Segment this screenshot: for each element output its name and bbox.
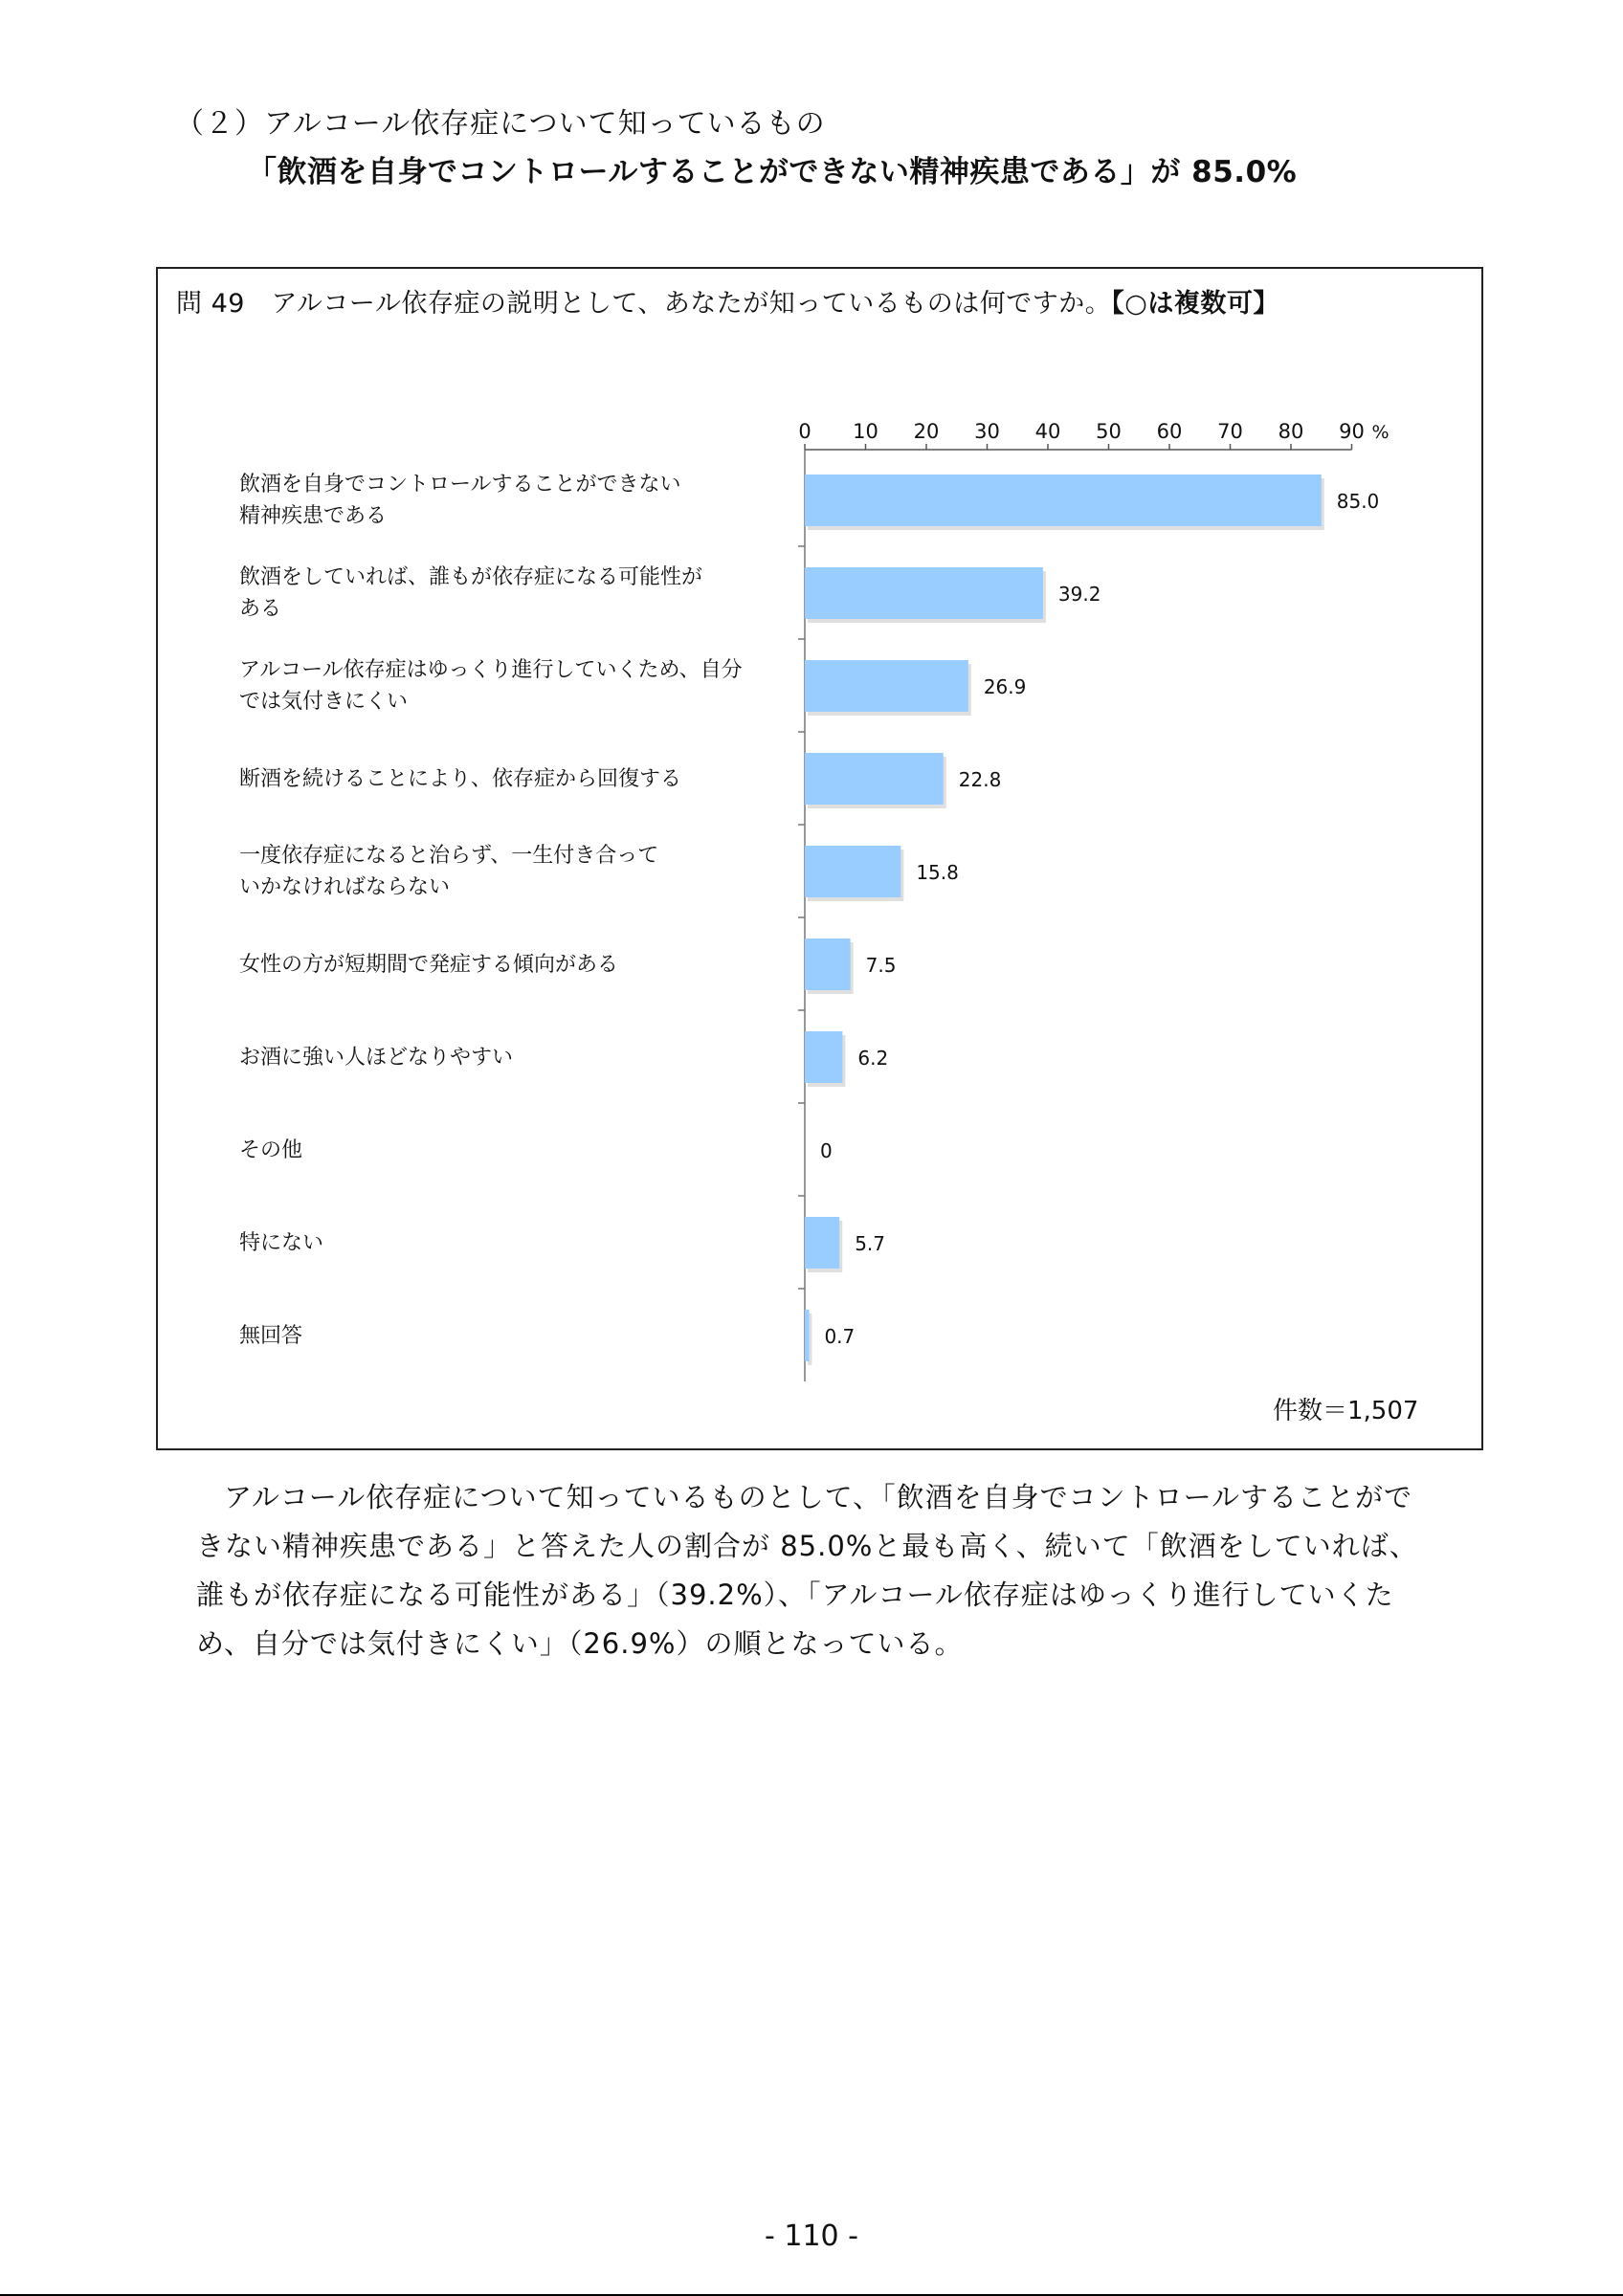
category-label-line: 飲酒を自身でコントロールすることができない <box>239 473 681 497</box>
category-label-line: 女性の方が短期間で発症する傾向がある <box>239 952 619 977</box>
x-tick-label: 70 <box>1217 420 1243 443</box>
category-label-line: お酒に強い人ほどなりやすい <box>239 1045 514 1070</box>
page-number: - 110 - <box>765 2219 858 2253</box>
x-tick-label: 40 <box>1034 420 1061 443</box>
question-number: 問 49 <box>176 289 245 319</box>
section-heading: （２）アルコール依存症について知っているもの <box>175 107 826 141</box>
data-label: 26.9 <box>983 675 1027 698</box>
x-tick-label: 60 <box>1156 420 1183 443</box>
data-label: 0.7 <box>824 1325 856 1348</box>
category-label-line: 飲酒をしていれば、誰もが依存症になる可能性が <box>239 565 703 589</box>
x-tick-label: 0 <box>798 420 812 443</box>
category-label-line: いかなければならない <box>239 875 451 899</box>
summary-paragraph: アルコール依存症について知っているものとして、「飲酒を自身でコントロールすることができない精神疾患である」と答えた人の割合が 85.0%と最も高く、続いて「飲酒をしていれば、誰もが依存症になる可能性がある」（39.2%）、「アルコール依存症はゆっくり進行していくため、自分では気付きにくい」（26.9%）の順となっている。 <box>196 1481 1418 1660</box>
data-label: 7.5 <box>865 954 897 977</box>
response-count: 件数＝1,507 <box>1273 1397 1419 1425</box>
category-label-line: その他 <box>239 1137 303 1162</box>
category-label <box>239 654 794 718</box>
x-unit-label: % <box>1371 422 1390 443</box>
x-tick-label: 10 <box>853 420 878 443</box>
question-text: アルコール依存症の説明として、あなたが知っているものは何ですか。 <box>271 289 1112 319</box>
category-label-line: 無回答 <box>239 1323 303 1348</box>
data-label: 5.7 <box>855 1232 886 1255</box>
data-label: 0 <box>820 1139 833 1162</box>
category-label <box>239 1042 794 1073</box>
category-label <box>239 469 794 532</box>
x-tick-label: 80 <box>1278 420 1304 443</box>
category-label-line: アルコール依存症はゆっくり進行していくため、自分 <box>239 658 743 682</box>
data-label: 15.8 <box>916 861 959 884</box>
category-label <box>239 562 794 625</box>
data-label: 85.0 <box>1336 490 1380 513</box>
category-label-line: 断酒を続けることにより、依存症から回復する <box>239 766 682 791</box>
data-label: 39.2 <box>1057 583 1101 606</box>
category-label <box>239 1320 794 1352</box>
category-label <box>239 1227 794 1259</box>
x-tick-label: 30 <box>974 420 1000 443</box>
category-label-line: 特にない <box>239 1230 324 1255</box>
category-label <box>239 1135 794 1166</box>
question-title <box>176 285 1279 323</box>
section-subheading: 「飲酒を自身でコントロールすることができない精神疾患である」が 85.0% <box>247 155 1298 189</box>
category-label <box>239 949 794 981</box>
category-label <box>239 840 794 903</box>
x-tick-label: 90 <box>1339 420 1365 443</box>
x-tick-label: 20 <box>913 420 940 443</box>
category-label-line: 一度依存症になると治らず、一生付き合って <box>239 844 659 868</box>
x-tick-label: 50 <box>1096 420 1122 443</box>
question-note: 【○は複数可】 <box>1111 289 1279 319</box>
data-label: 6.2 <box>857 1047 889 1070</box>
category-label-line: 精神疾患である <box>239 504 388 528</box>
category-label-line: ある <box>239 597 282 621</box>
data-label: 22.8 <box>958 768 1002 791</box>
category-label-line: では気付きにくい <box>239 690 409 714</box>
category-label <box>239 763 794 795</box>
